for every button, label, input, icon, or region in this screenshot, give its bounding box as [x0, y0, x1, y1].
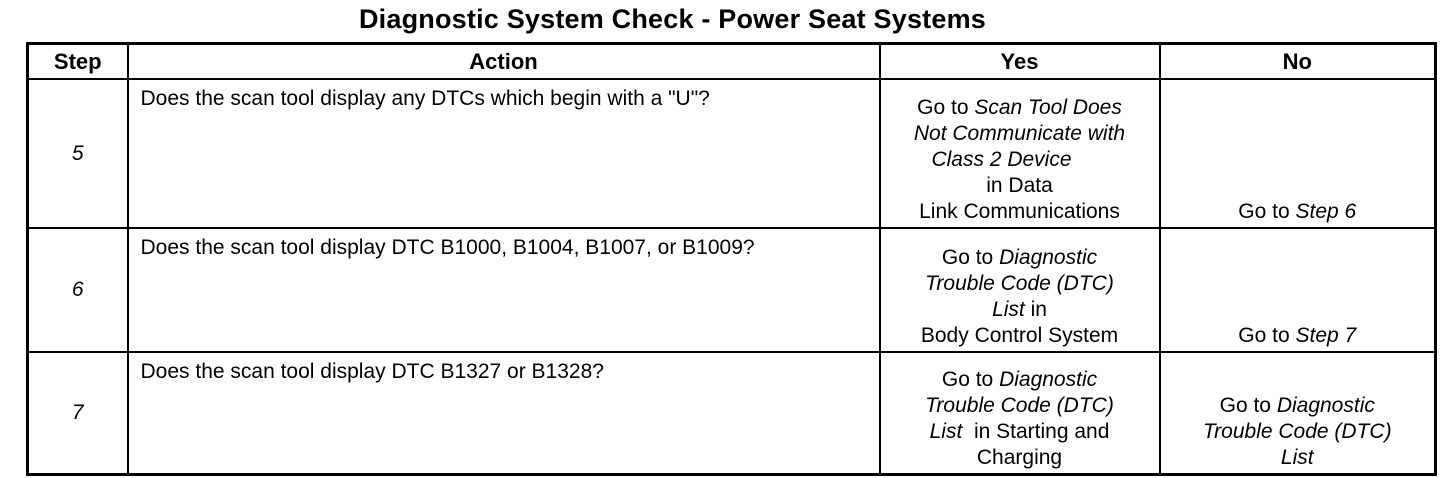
yes-text: in Starting and — [962, 420, 1110, 443]
yes-reference: Not Communicate with — [913, 122, 1126, 145]
yes-reference: Diagnostic — [999, 246, 1098, 269]
action-text: Does the scan tool display DTC B1327 or B1328? — [128, 352, 880, 475]
step-number: 7 — [28, 352, 128, 475]
no-reference: Trouble Code (DTC) — [1202, 420, 1392, 443]
yes-text: Link Communications — [919, 200, 1120, 223]
yes-line — [885, 367, 1155, 393]
step-number: 5 — [28, 79, 128, 228]
yes-reference: Trouble Code (DTC) — [925, 394, 1114, 417]
yes-reference: List — [929, 420, 963, 443]
table-row — [28, 79, 1436, 228]
yes-cell — [880, 79, 1160, 228]
no-line — [1165, 323, 1431, 349]
no-reference: Step 6 — [1295, 200, 1357, 223]
yes-reference: Class 2 Device — [931, 148, 1072, 171]
column-header-no: No — [1160, 44, 1436, 80]
column-header-step: Step — [28, 44, 128, 80]
table-header-row — [28, 44, 1436, 80]
no-cell — [1160, 79, 1436, 228]
no-line — [1165, 199, 1431, 225]
yes-text: Go to — [941, 246, 1000, 269]
step-number: 6 — [28, 228, 128, 352]
yes-text: in — [1024, 298, 1047, 321]
yes-text: Charging — [976, 446, 1063, 469]
table-row — [28, 228, 1436, 352]
action-text: Does the scan tool display DTC B1000, B1004, B1007, or B1009? — [128, 228, 880, 352]
yes-line — [885, 245, 1155, 271]
page-title: Diagnostic System Check - Power Seat Systems — [358, 4, 987, 34]
yes-line — [885, 297, 1155, 323]
yes-cell — [880, 228, 1160, 352]
diagnostic-table — [26, 42, 1437, 476]
yes-reference: Diagnostic — [999, 368, 1098, 391]
yes-cell — [880, 352, 1160, 475]
no-reference: Step 7 — [1295, 324, 1357, 347]
no-reference: Diagnostic — [1276, 394, 1375, 417]
no-cell — [1160, 228, 1436, 352]
yes-line — [885, 95, 1155, 121]
yes-line — [885, 419, 1155, 445]
yes-text: Go to — [917, 96, 975, 119]
no-cell — [1160, 352, 1436, 475]
column-header-yes: Yes — [880, 44, 1160, 80]
table-row — [28, 352, 1436, 475]
no-line — [1165, 393, 1431, 419]
yes-text: Body Control System — [920, 324, 1119, 347]
column-header-action: Action — [128, 44, 880, 80]
yes-reference: Trouble Code (DTC) — [925, 272, 1114, 295]
action-text: Does the scan tool display any DTCs which begin with a "U"? — [128, 79, 880, 228]
no-text: Go to — [1219, 394, 1277, 417]
no-reference: List — [1280, 446, 1314, 469]
yes-text: Go to — [941, 368, 1000, 391]
no-text: Go to — [1238, 324, 1296, 347]
no-text: Go to — [1238, 200, 1296, 223]
yes-reference: List — [992, 298, 1025, 321]
yes-reference: Scan Tool Does — [974, 96, 1122, 119]
yes-text: in Data — [986, 174, 1053, 197]
